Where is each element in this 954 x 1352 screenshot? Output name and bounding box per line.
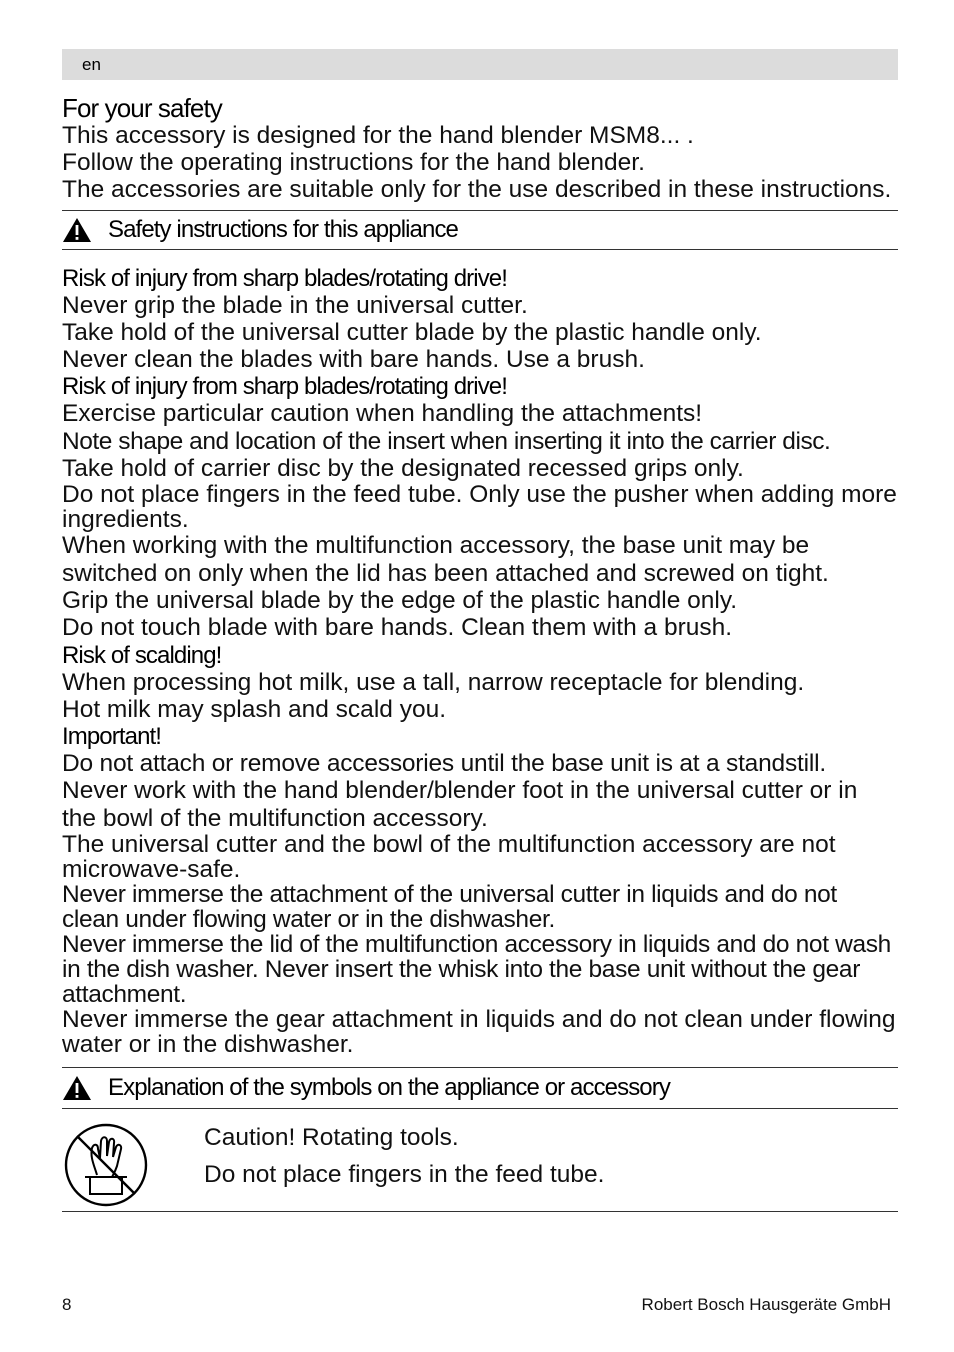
intro-line: Follow the operating instructions for the hand blender. — [62, 149, 645, 177]
symbol-instruction-text: Do not place fingers in the feed tube. — [204, 1161, 605, 1189]
warning-heading: Risk of scalding! — [62, 641, 222, 669]
instruction-line: Do not place fingers in the feed tube. Only use the pusher when adding more ingredients. — [62, 481, 897, 534]
symbols-section-heading — [62, 1067, 898, 1109]
intro-line: The accessories are suitable only for the use described in these instructions. — [62, 175, 892, 203]
instruction-line: Never work with the hand blender/blender foot in the universal cutter or in the bowl of the multifunction accessory. — [62, 777, 858, 832]
instruction-line: Hot milk may splash and scald you. — [62, 695, 446, 723]
instruction-line: The universal cutter and the bowl of the multifunction accessory are not microwave-safe. — [62, 831, 836, 884]
safety-section-title: Safety instructions for this appliance — [108, 215, 458, 243]
language-code: en — [82, 55, 101, 74]
intro-line: This accessory is designed for the hand blender MSM8... . — [62, 122, 694, 149]
instruction-line: Exercise particular caution when handling the attachments! — [62, 400, 703, 428]
instruction-line: Take hold of carrier disc by the designated recessed grips only. — [62, 455, 744, 483]
page-number: 8 — [62, 1295, 72, 1314]
instruction-line: Never grip the blade in the universal cutter. — [62, 291, 528, 319]
instruction-line: Never clean the blades with bare hands. Use a brush. — [62, 346, 645, 374]
page-content — [62, 92, 898, 1212]
safety-section-heading — [62, 210, 898, 250]
language-bar — [62, 49, 898, 80]
instruction-line: Grip the universal blade by the edge of the plastic handle only. — [62, 586, 738, 614]
page-title: For your safety — [62, 93, 222, 123]
warning-heading: Risk of injury from sharp blades/rotating drive! — [62, 264, 508, 292]
instruction-line: When processing hot milk, use a tall, narrow receptacle for blending. — [62, 668, 805, 696]
company-name: Robert Bosch Hausgeräte GmbH — [641, 1295, 891, 1314]
instruction-line: Never immerse the attachment of the universal cutter in liquids and do not clean under flowing water or in the dishwasher. — [62, 881, 837, 934]
no-fingers-in-feed-tube-icon — [63, 1122, 149, 1208]
warning-triangle-icon — [62, 217, 92, 243]
safety-instructions — [62, 265, 898, 1057]
intro-block — [62, 122, 898, 202]
symbol-caution-text: Caution! Rotating tools. — [204, 1124, 459, 1152]
instruction-line: Note shape and location of the insert when inserting it into the carrier disc. — [62, 427, 831, 455]
instruction-line: Do not attach or remove accessories until the base unit is at a standstill. — [62, 750, 826, 778]
symbols-section-title: Explanation of the symbols on the appliance or accessory — [108, 1074, 670, 1102]
warning-heading: Risk of injury from sharp blades/rotating drive! — [62, 373, 508, 401]
symbol-cell — [62, 1109, 204, 1211]
instruction-line: Never immerse the gear attachment in liquids and do not clean under flowing water or in the dishwasher. — [62, 1006, 896, 1059]
instruction-line: When working with the multifunction accessory, the base unit may be switched on only when the lid has been attached and screwed on tight. — [62, 532, 829, 587]
instruction-line: Take hold of the universal cutter blade by the plastic handle only. — [62, 318, 762, 346]
warning-triangle-icon — [62, 1075, 92, 1101]
instruction-line: Never immerse the lid of the multifunction accessory in liquids and do not wash in the dish washer. Never insert the whisk into the base unit without the gear attachment. — [62, 931, 891, 1009]
warning-heading: Important! — [62, 723, 162, 751]
instruction-line: Do not touch blade with bare hands. Clean them with a brush. — [62, 614, 733, 642]
symbol-description — [204, 1109, 604, 1211]
symbol-row — [62, 1109, 898, 1212]
